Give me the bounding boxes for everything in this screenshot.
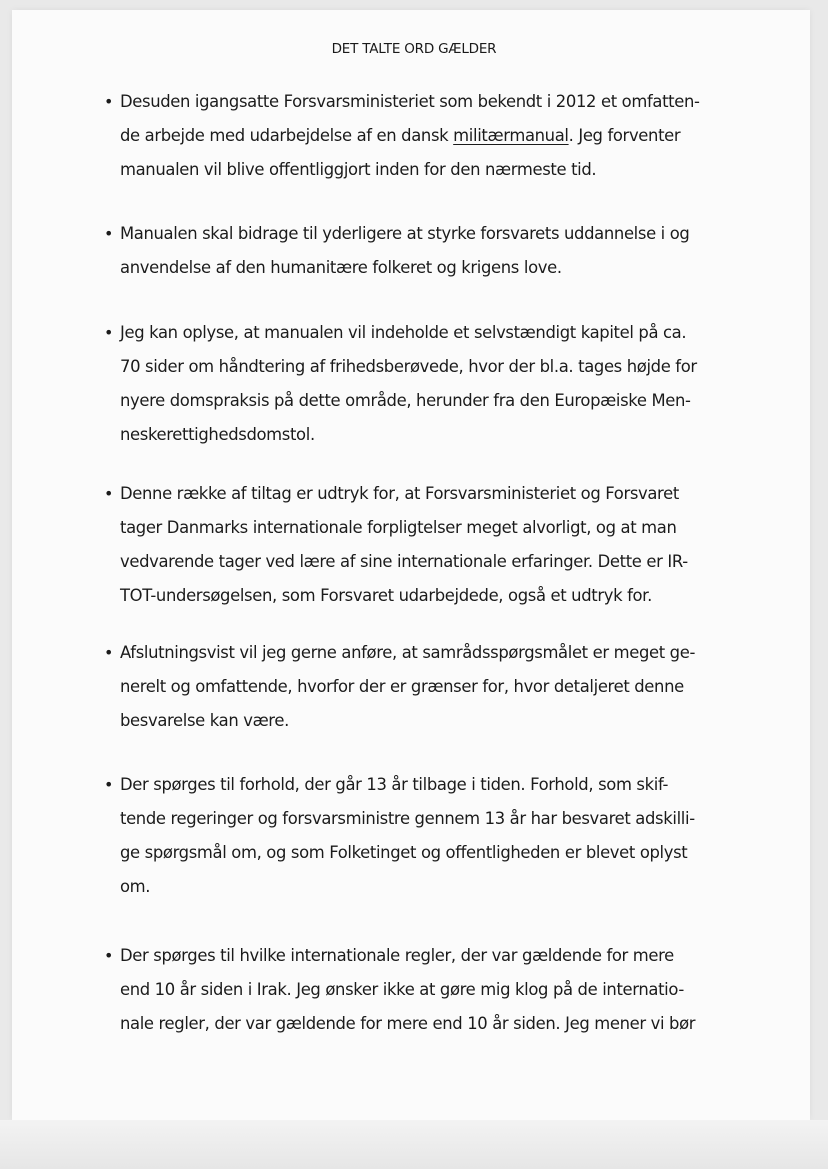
bullet-item (104, 316, 744, 452)
bullet-dot: • (104, 643, 114, 662)
bullet-dot: • (104, 224, 114, 243)
text-line: nale regler, der var gældende for mere end 10 år siden. Jeg mener vi bør (120, 1014, 696, 1033)
bullet-item (104, 636, 744, 738)
text-line: Desuden igangsatte Forsvarsministeriet som bekendt i 2012 et omfatten- (120, 92, 700, 111)
bullet-dot: • (104, 775, 114, 794)
text-line: besvarelse kan være. (120, 711, 289, 730)
text-line: tager Danmarks internationale forpligtelser meget alvorligt, og at man (120, 518, 677, 537)
text-line: nyere domspraksis på dette område, herunder fra den Europæiske Men- (120, 391, 691, 410)
bullet-dot: • (104, 484, 114, 503)
bullet-item (104, 85, 744, 187)
bullet-item (104, 477, 744, 613)
text-line: nerelt og omfattende, hvorfor der er grænser for, hvor detaljeret denne (120, 677, 684, 696)
text-line: TOT-undersøgelsen, som Forsvaret udarbejdede, også et udtryk for. (120, 586, 652, 605)
text-line: manualen vil blive offentliggjort inden for den nærmeste tid. (120, 160, 597, 179)
text-line: tende regeringer og forsvarsministre gennem 13 år har besvaret adskilli- (120, 809, 695, 828)
text-line: neskerettighedsdomstol. (120, 425, 315, 444)
text-line: ge spørgsmål om, og som Folketinget og offentligheden er blevet oplyst (120, 843, 688, 862)
text-line: Manualen skal bidrage til yderligere at styrke forsvarets uddannelse i og (120, 224, 690, 243)
page-header: DET TALTE ORD GÆLDER (331, 41, 497, 57)
text-line: end 10 år siden i Irak. Jeg ønsker ikke at gøre mig klog på de internatio- (120, 980, 684, 999)
text-line: Jeg kan oplyse, at manualen vil indeholde et selvstændigt kapitel på ca. (120, 323, 687, 342)
text-line: 70 sider om håndtering af frihedsberøvede, hvor der bl.a. tages højde for (120, 357, 697, 376)
text-line: Der spørges til forhold, der går 13 år tilbage i tiden. Forhold, som skif- (120, 775, 669, 794)
underlined-term: militærmanual (453, 126, 569, 145)
text-line: om. (120, 877, 151, 896)
scan-margin (0, 1120, 828, 1169)
bullet-dot: • (104, 323, 114, 342)
text-line: Der spørges til hvilke internationale regler, der var gældende for mere (120, 946, 674, 965)
text-line: de arbejde med udarbejdelse af en dansk militærmanual. Jeg forventer (120, 126, 681, 145)
text-line: Denne række af tiltag er udtryk for, at Forsvarsministeriet og Forsvaret (120, 484, 679, 503)
text-line: Afslutningsvist vil jeg gerne anføre, at samrådsspørgsmålet er meget ge- (120, 643, 696, 662)
bullet-dot: • (104, 92, 114, 111)
bullet-item (104, 217, 744, 285)
bullet-item (104, 939, 744, 1041)
text-line: vedvarende tager ved lære af sine internationale erfaringer. Dette er IR- (120, 552, 688, 571)
bullet-item (104, 768, 744, 904)
text-line: anvendelse af den humanitære folkeret og krigens love. (120, 258, 562, 277)
bullet-dot: • (104, 946, 114, 965)
